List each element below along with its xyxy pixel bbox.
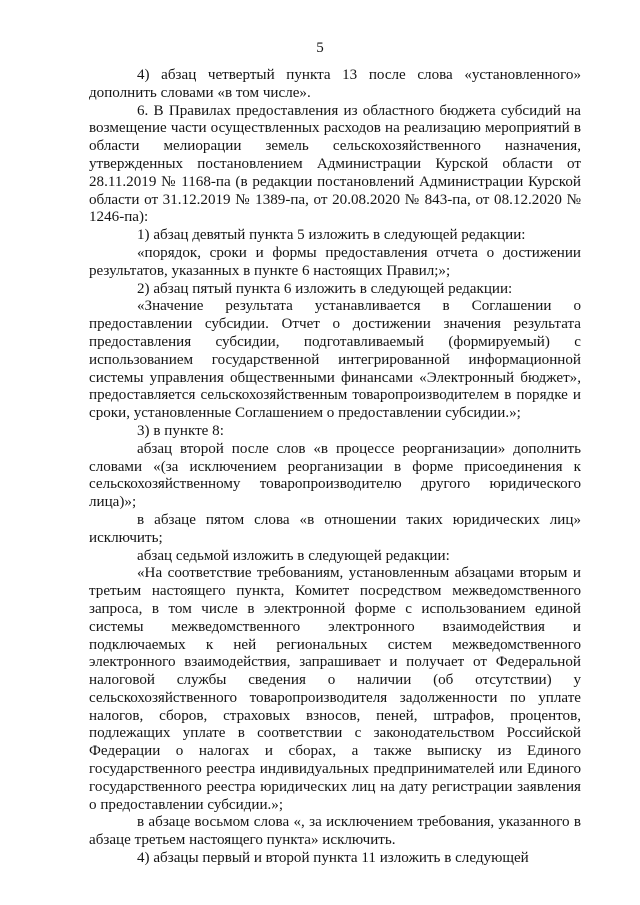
paragraph: абзац седьмой изложить в следующей редакции: — [137, 547, 450, 564]
page-number: 5 — [316, 40, 324, 56]
document-body — [89, 67, 581, 868]
paragraph: 1) абзац девятый пункта 5 изложить в следующей редакции: — [137, 227, 526, 244]
paragraph: «На соответствие требованиям, установленным абзацами вторым и третьим настоящего пункта, Комитет посредством межведомственного запроса, в том числе в электронной форме с использованием единой системы межведомственного электронного взаимодействия и подключаемых к ней региональных систем межведомственного электронного взаимодействия, запрашивает и получает от Федеральной налоговой службы сведения о наличии (об отсутствии) у сельскохозяйственного товаропроизводителя задолженности по уплате налогов, сборов, страховых взносов, пеней, штрафов, процентов, подлежащих уплате в соответствии с законодательством Российской Федерации о налогах и сборах, а также выписку из Единого государственного реестра индивидуальных предпринимателей или Единого государственного реестра юридических лиц на дату регистрации заявления о предоставлении субсидии.»; — [89, 565, 581, 813]
paragraph: абзац второй после слов «в процессе реорганизации» дополнить словами «(за исключением реорганизации в форме присоединения к сельскохозяйственному товаропроизводителю другого юридического лица)»; — [89, 440, 581, 511]
paragraph: 6. В Правилах предоставления из областного бюджета субсидий на возмещение части осуществленных расходов на реализацию мероприятий в области мелиорации земель сельскохозяйственного назначения, утвержденных постановлением Администрации Курской области от 28.11.2019 № 1168-па (в редакции постановлений Администрации Курской области от 31.12.2019 № 1389-па, от 20.08.2020 № 843-па, от 08.12.2020 № 1246-па): — [89, 102, 581, 226]
paragraph: 3) в пункте 8: — [137, 422, 224, 439]
paragraph: 4) абзац четвертый пункта 13 после слова «установленного» дополнить словами «в том числе». — [89, 67, 581, 101]
paragraph: 2) абзац пятый пункта 6 изложить в следующей редакции: — [137, 280, 513, 297]
paragraph: «Значение результата устанавливается в Соглашении о предоставлении субсидии. Отчет о достижении значения результата предоставления субсидии, подготавливаемый (формируемый) с использованием государственной интегрированной информационной системы управления общественными финансами «Электронный бюджет», предоставляется сельскохозяйственным товаропроизводителем в порядке и сроки, установленные Соглашением о предоставлении субсидии.»; — [89, 298, 581, 422]
paragraph: «порядок, сроки и формы предоставления отчета о достижении результатов, указанных в пункте 6 настоящих Правил;»; — [89, 244, 581, 279]
paragraph: в абзаце восьмом слова «, за исключением требования, указанного в абзаце третьем настоящего пункта» исключить. — [89, 814, 581, 849]
paragraph: в абзаце пятом слова «в отношении таких юридических лиц» исключить; — [89, 511, 581, 546]
paragraph: 4) абзацы первый и второй пункта 11 изложить в следующей — [137, 850, 529, 867]
